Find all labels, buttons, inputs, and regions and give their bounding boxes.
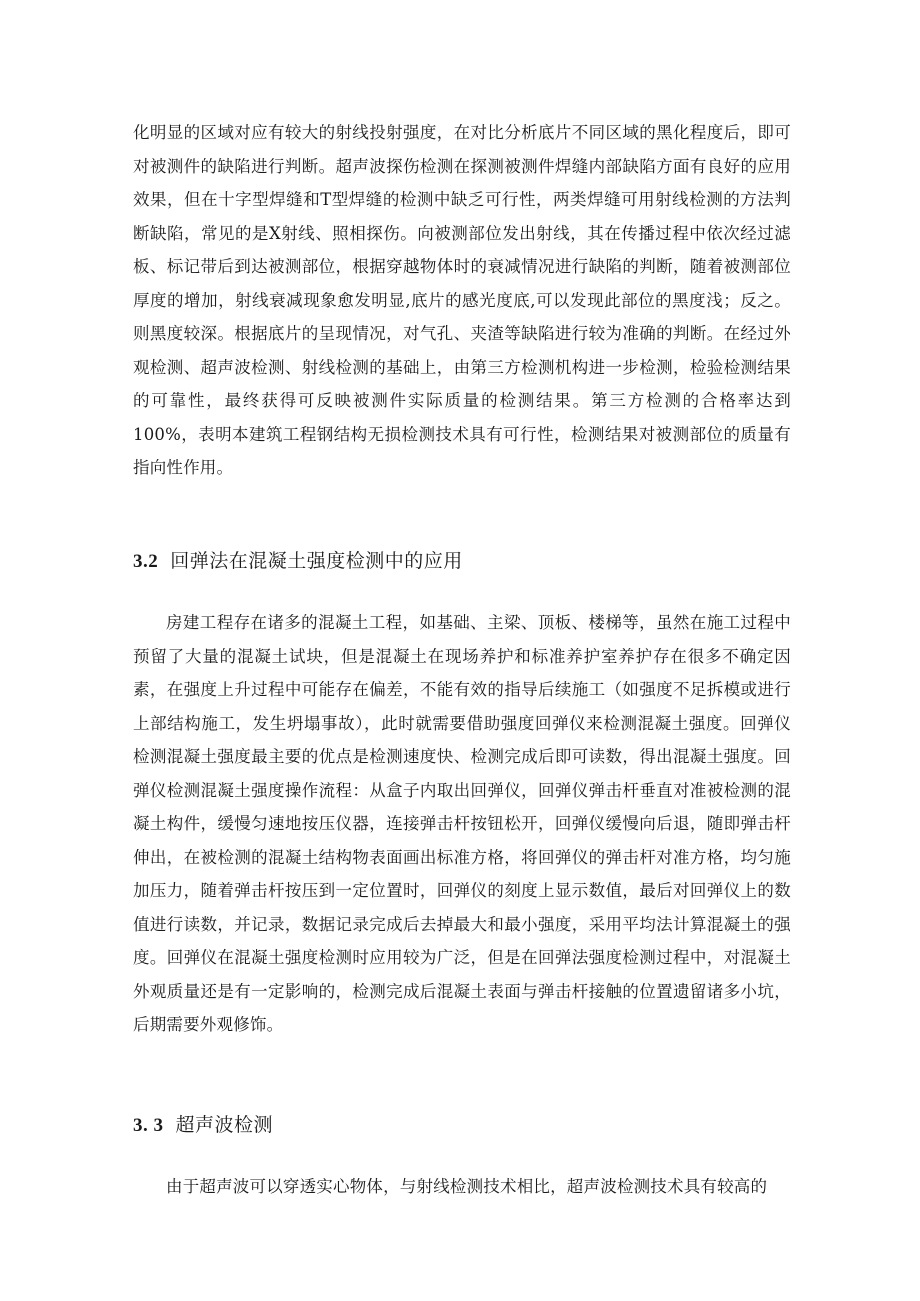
section-heading-3-3: [133, 1110, 273, 1141]
paragraph-rebound-method: 房建工程存在诸多的混凝土工程，如基础、主梁、顶板、楼梯等，虽然在施工过程中预留了大量的混凝土试块，但是混凝土在现场养护和标准养护室养护存在很多不确定因素，在强度上升过程中可能存在偏差，不能有效的指导后续施工（如强度不足拆模或进行上部结构施工，发生坍塌事故），此时就需要借助强度回弹仪来检测混凝土强度。回弹仪检测混凝土强度最主要的优点是检测速度快、检测完成后即可读数，得出混凝土强度。回弹仪检测混凝土强度操作流程：从盒子内取出回弹仪，回弹仪弹击杆垂直对准被检测的混凝土构件，缓慢匀速地按压仪器，连接弹击杆按钮松开，回弹仪缓慢向后退，随即弹击杆伸出，在被检测的混凝土结构物表面画出标准方格，将回弹仪的弹击杆对准方格，均匀施加压力，随着弹击杆按压到一定位置时，回弹仪的刻度上显示数值，最后对回弹仪上的数值进行读数，并记录，数据记录完成后去掉最大和最小强度，采用平均法计算混凝土的强度。回弹仪在混凝土强度检测时应用较为广泛，但是在回弹法强度检测过程中，对混凝土外观质量还是有一定影响的，检测完成后混凝土表面与弹击杆接触的位置遗留诸多小坑，后期需要外观修饰。: [133, 613, 791, 1034]
section-heading-3-2: [133, 546, 463, 577]
section-number: 3.2: [133, 551, 159, 572]
section-title: 回弹法在混凝土强度检测中的应用: [170, 550, 463, 572]
section-number: 3. 3: [133, 1115, 164, 1136]
paragraph-radiographic-testing: 化明显的区域对应有较大的射线投射强度，在对比分析底片不同区域的黑化程度后，即可对被测件的缺陷进行判断。超声波探伤检测在探测被测件焊缝内部缺陷方面有良好的应用效果，但在十字型焊缝和T型焊缝的检测中缺乏可行性，两类焊缝可用射线检测的方法判断缺陷，常见的是X射线、照相探伤。向被测部位发出射线，其在传播过程中依次经过滤板、标记带后到达被测部位，根据穿越物体时的衰减情况进行缺陷的判断，随着被测部位厚度的增加，射线衰减现象愈发明显,底片的感光度底,可以发现此部位的黑度浅；反之。则黑度较深。根据底片的呈现情况，对气孔、夹渣等缺陷进行较为准确的判断。在经过外观检测、超声波检测、射线检测的基础上，由第三方检测机构进一步检测，检验检测结果的可靠性，最终获得可反映被测件实际质量的检测结果。第三方检测的合格率达到100%，表明本建筑工程钢结构无损检测技术具有可行性，检测结果对被测部位的质量有指向性作用。: [133, 123, 791, 477]
section-title: 超声波检测: [175, 1114, 274, 1136]
paragraph-ultrasonic-testing: 由于超声波可以穿透实心物体，与射线检测技术相比，超声波检测技术具有较高的: [166, 1177, 768, 1196]
